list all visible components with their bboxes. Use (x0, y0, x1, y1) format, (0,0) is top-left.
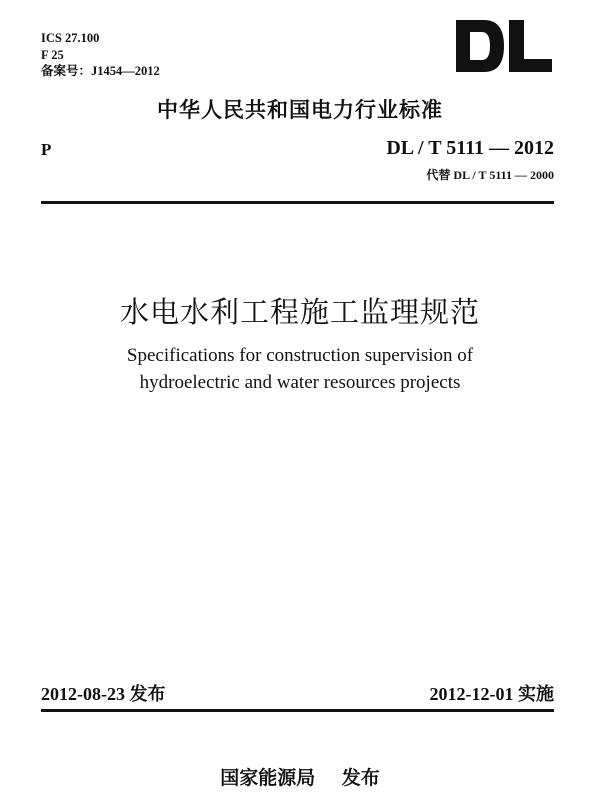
implementation-date (430, 680, 555, 706)
replaces-standard: 代替 DL / T 5111 — 2000 (426, 168, 554, 182)
implementation-date-value: 2012-12-01 (429, 684, 514, 704)
standard-number: DL / T 5111 — 2012 (386, 137, 554, 159)
dl-logo-l (509, 20, 552, 72)
issue-date (41, 680, 166, 706)
divider-bottom (41, 709, 554, 712)
standard-class-title: 中华人民共和国电力行业标准 (157, 98, 443, 122)
publisher (0, 763, 600, 790)
dl-logo (454, 18, 554, 74)
ics-code: ICS 27.100 (41, 31, 100, 45)
dl-logo-d (456, 20, 504, 72)
publisher-label: 发布 (341, 767, 380, 789)
filing-number: 备案号：J1454—2012 (41, 64, 160, 78)
issue-label: 发布 (129, 684, 166, 705)
metadata-block (41, 30, 160, 80)
implementation-label: 实施 (518, 684, 554, 705)
classification-code: F 25 (41, 47, 64, 62)
title-en-line-2: hydroelectric and water resources projects (139, 372, 461, 393)
document-title-en (0, 342, 600, 396)
document-title-cn: 水电水利工程施工监理规范 (119, 295, 480, 329)
publisher-name: 国家能源局 (220, 767, 316, 789)
title-en-line-1: Specifications for construction supervision of (126, 345, 474, 366)
issue-date-value: 2012-08-23 (41, 684, 125, 704)
category-letter: P (41, 140, 52, 159)
divider-top (41, 201, 554, 204)
